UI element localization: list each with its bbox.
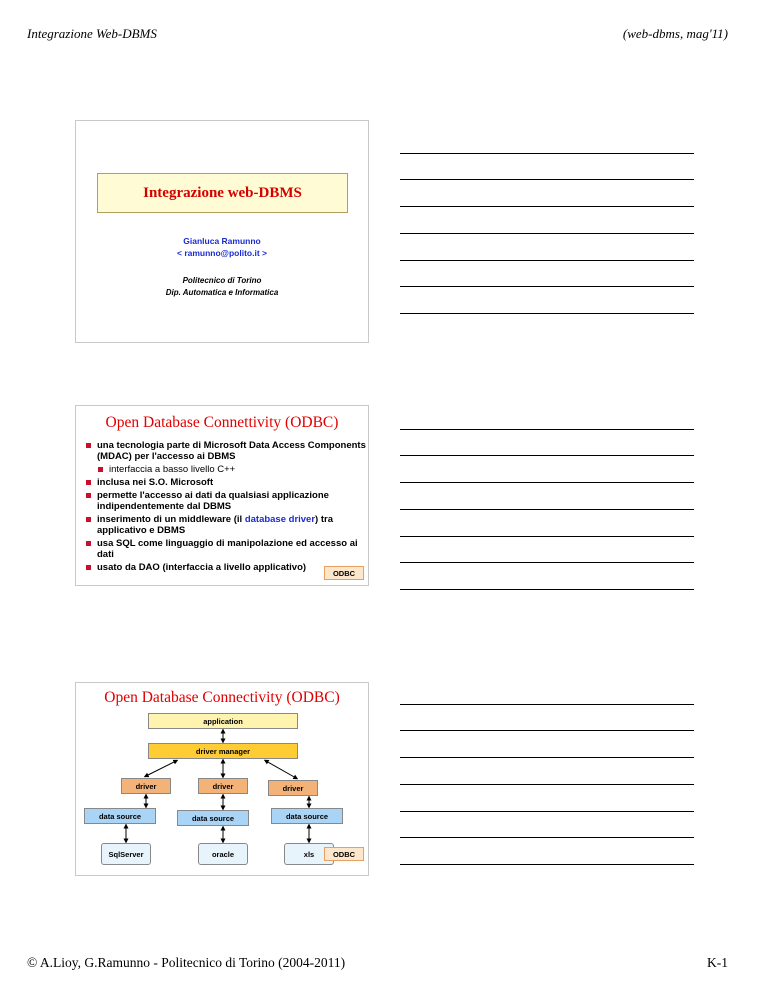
driver-box-2: driver (198, 778, 248, 794)
driver-manager-box: driver manager (148, 743, 298, 759)
bullet-item: inclusa nei S.O. Microsoft (86, 477, 366, 488)
page-header-left: Integrazione Web-DBMS (27, 26, 157, 41)
bullet-text: inserimento di un middleware (il (97, 514, 245, 525)
data-source-box-1: data source (84, 808, 156, 824)
data-source-box-3: data source (271, 808, 343, 824)
driver-box-1: driver (121, 778, 171, 794)
institution-block (76, 275, 368, 299)
database-xls: xls (284, 843, 334, 865)
odbc-tag: ODBC (324, 847, 364, 861)
sub-bullet-item: interfaccia a basso livello C++ (98, 464, 366, 475)
author-email: < ramunno@polito.it > (177, 248, 267, 258)
keyword-database-driver: database driver (244, 514, 316, 525)
bullet-item: permette l'accesso ai dati da qualsiasi applicazione indipendentemente dal DBMS (86, 490, 366, 512)
page-number: K-1 (707, 955, 728, 970)
bullet-text: ) tra applicativo e DBMS (97, 514, 333, 536)
bullet-item (86, 514, 366, 536)
department-name: Dip. Automatica e Informatica (165, 288, 279, 297)
database-oracle: oracle (198, 843, 248, 865)
odbc-tag: ODBC (324, 566, 364, 580)
bullet-list (86, 440, 366, 575)
bullet-item: una tecnologia parte di Microsoft Data Access Components (MDAC) per l'accesso ai DBMS (86, 440, 366, 462)
bullet-item: usato da DAO (interfaccia a livello applicativo) (86, 562, 366, 573)
author-block (76, 235, 368, 259)
slide-odbc-text (75, 405, 369, 586)
notes-lines-2 (400, 429, 694, 589)
institution-name: Politecnico di Torino (182, 276, 262, 285)
slide-heading: Open Database Connettivity (ODBC) (105, 414, 339, 431)
notes-lines-3 (400, 704, 694, 864)
driver-box-3: driver (268, 780, 318, 796)
slide-title-heading: Integrazione web-DBMS (97, 173, 348, 213)
page-header-right: (web-dbms, mag'11) (622, 26, 728, 41)
data-source-box-2: data source (177, 810, 249, 826)
author-name: Gianluca Ramunno (183, 236, 261, 246)
slide-heading: Open Database Connectivity (ODBC) (104, 689, 340, 706)
bullet-item: usa SQL come linguaggio di manipolazione ed accesso ai dati (86, 538, 366, 560)
application-box: application (148, 713, 298, 729)
slide-odbc-diagram (75, 682, 369, 876)
notes-lines-1 (400, 153, 694, 313)
page-footer-left: © A.Lioy, G.Ramunno - Politecnico di Torino (2004-2011) (27, 955, 346, 970)
slide-title (75, 120, 369, 343)
database-sqlserver: SqlServer (101, 843, 151, 865)
